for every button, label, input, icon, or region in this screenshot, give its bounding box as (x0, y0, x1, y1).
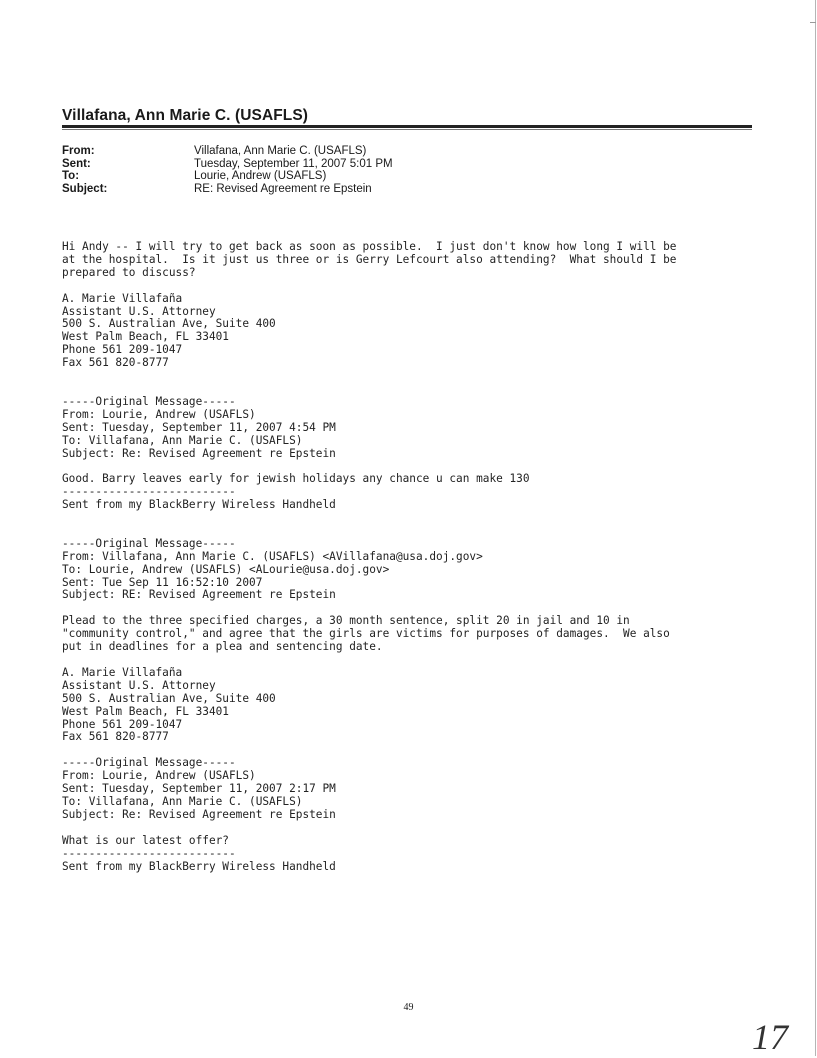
header-row-sent (62, 158, 393, 171)
header-value-subject: RE: Revised Agreement re Epstein (194, 182, 372, 195)
header-value-sent: Tuesday, September 11, 2007 5:01 PM (194, 157, 393, 170)
header-row-from (62, 145, 393, 158)
page-edge-line (815, 0, 816, 1056)
header-label-to: To: (62, 170, 80, 182)
header-label-sent: Sent: (62, 157, 91, 170)
header-label-from: From: (62, 145, 95, 157)
heading-rule (62, 125, 752, 128)
sender-name-heading: Villafana, Ann Marie C. (USAFLS) (62, 107, 309, 124)
header-value-to: Lourie, Andrew (USAFLS) (194, 170, 327, 182)
handwritten-mark: 17 (752, 1017, 788, 1057)
header-row-to (62, 170, 393, 183)
email-body-thread: Hi Andy -- I will try to get back as soon as possible. I just don't know how long I will be at the hospital. Is it just us three or is Gerry Lefcourt also attending? What should I be prepared to discuss? A. Marie Villafaña Assistant U.S. Attorney 500 S. Australian Ave, Suite 400 West Palm Beach, FL 33401 Phone 561 209-1047 Fax 561 820-8777 -----Original Message----- From: Lourie, Andrew (USAFLS) Sent: Tuesday, September 11, 2007 4:54 PM To: Villafana, Ann Marie C. (USAFLS) Subject: Re: Revised Agreement re Epstein Good. Barry leaves early for jewish holidays any chance u can make 130 -------------------------- Sent from my BlackBerry Wireless Handheld -----Original Message----- From: Villafana, Ann Marie C. (USAFLS) <AVillafana@usa.doj.gov> To: Lourie, Andrew (USAFLS) <ALourie@usa.doj.gov> Sent: Tue Sep 11 16:52:10 2007 Subject: RE: Revised Agreement re Epstein Plead to the three specified charges, a 30 month sentence, split 20 in jail and 10 in "community control," and agree that the girls are victims for purposes of damages. We also put in deadlines for a plea and sentencing date. A. Marie Villafaña Assistant U.S. Attorney 500 S. Australian Ave, Suite 400 West Palm Beach, FL 33401 Phone 561 209-1047 Fax 561 820-8777 -----Original Message----- From: Lourie, Andrew (USAFLS) Sent: Tuesday, September 11, 2007 2:17 PM To: Villafana, Ann Marie C. (USAFLS) Subject: Re: Revised Agreement re Epstein What is our latest offer? -------------------------- Sent from my BlackBerry Wireless Handheld (62, 240, 677, 873)
page-number: 49 (403, 1002, 414, 1013)
heading-rule-thin (62, 129, 752, 130)
page-edge-tick (810, 22, 816, 41)
header-row-subject (62, 183, 393, 196)
email-header-block (62, 145, 393, 195)
header-label-subject: Subject: (62, 182, 108, 195)
header-value-from: Villafana, Ann Marie C. (USAFLS) (194, 145, 367, 157)
